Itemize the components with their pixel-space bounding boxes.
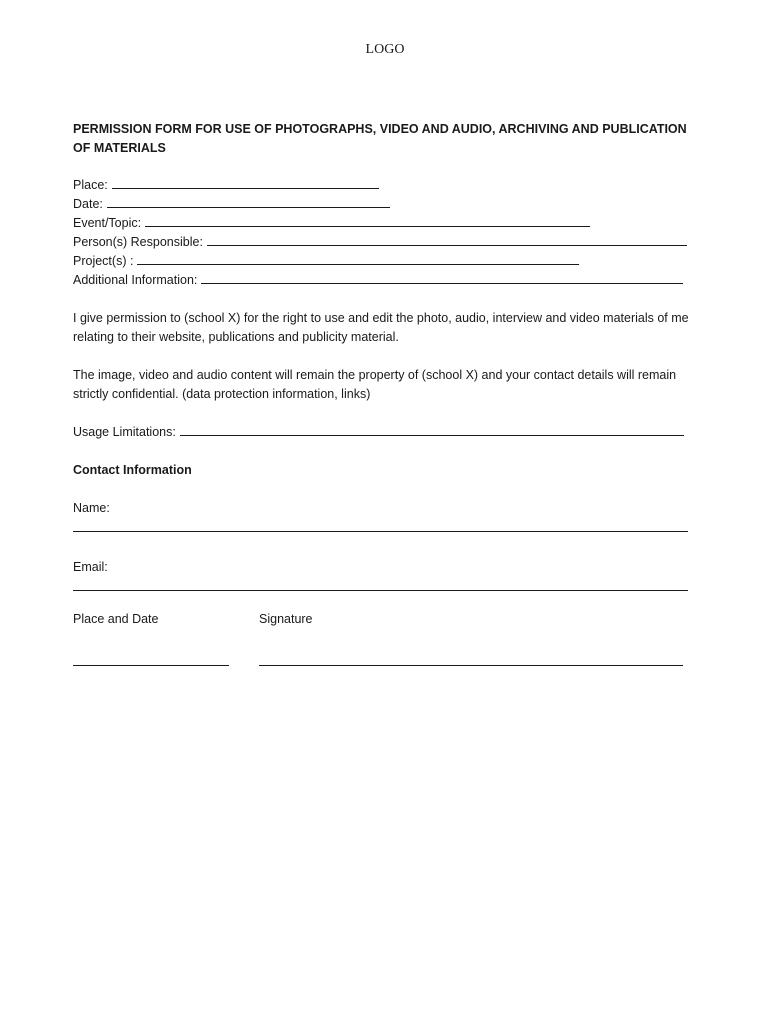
event-topic-row	[73, 214, 693, 233]
date-row	[73, 195, 693, 214]
name-label: Name:	[73, 501, 110, 515]
permission-paragraph: I give permission to (school X) for the right to use and edit the photo, audio, interview and video materials of me relating to their website, publications and publicity material.	[73, 311, 689, 344]
property-paragraph: The image, video and audio content will remain the property of (school X) and your contact details will remain strictly confidential. (data protection information, links)	[73, 368, 677, 401]
event-topic-label: Event/Topic:	[73, 216, 142, 230]
contact-heading: Contact Information	[73, 463, 192, 477]
date-label: Date:	[73, 197, 103, 211]
place-row	[73, 176, 693, 195]
usage-limitations-row	[73, 423, 693, 442]
place-and-date-field[interactable]	[73, 652, 229, 666]
place-and-date-column	[73, 610, 259, 666]
persons-responsible-row	[73, 233, 693, 252]
place-field[interactable]	[112, 176, 379, 189]
signature-label: Signature	[259, 612, 313, 626]
place-and-date-label: Place and Date	[73, 612, 159, 626]
form-title: PERMISSION FORM FOR USE OF PHOTOGRAPHS, VIDEO AND AUDIO, ARCHIVING AND PUBLICATION OF MATERIALS	[73, 122, 687, 155]
projects-row	[73, 252, 693, 271]
email-label: Email:	[73, 560, 108, 574]
additional-information-row	[73, 271, 693, 290]
additional-information-field[interactable]	[201, 271, 683, 284]
logo-placeholder: LOGO	[365, 42, 405, 57]
name-field[interactable]	[73, 518, 688, 532]
projects-label: Project(s) :	[73, 254, 134, 268]
form-content	[73, 120, 693, 666]
event-topic-field[interactable]	[145, 214, 590, 227]
event-fields	[73, 176, 693, 290]
place-label: Place:	[73, 178, 108, 192]
signature-column	[259, 610, 683, 666]
date-field[interactable]	[107, 195, 390, 208]
additional-information-label: Additional Information:	[73, 273, 198, 287]
signature-field[interactable]	[259, 652, 683, 666]
projects-field[interactable]	[137, 252, 579, 265]
email-field[interactable]	[73, 577, 688, 591]
usage-limitations-field[interactable]	[180, 423, 684, 436]
persons-responsible-label: Person(s) Responsible:	[73, 235, 203, 249]
usage-limitations-label: Usage Limitations:	[73, 425, 176, 439]
persons-responsible-field[interactable]	[207, 233, 687, 246]
signature-section	[73, 610, 693, 666]
